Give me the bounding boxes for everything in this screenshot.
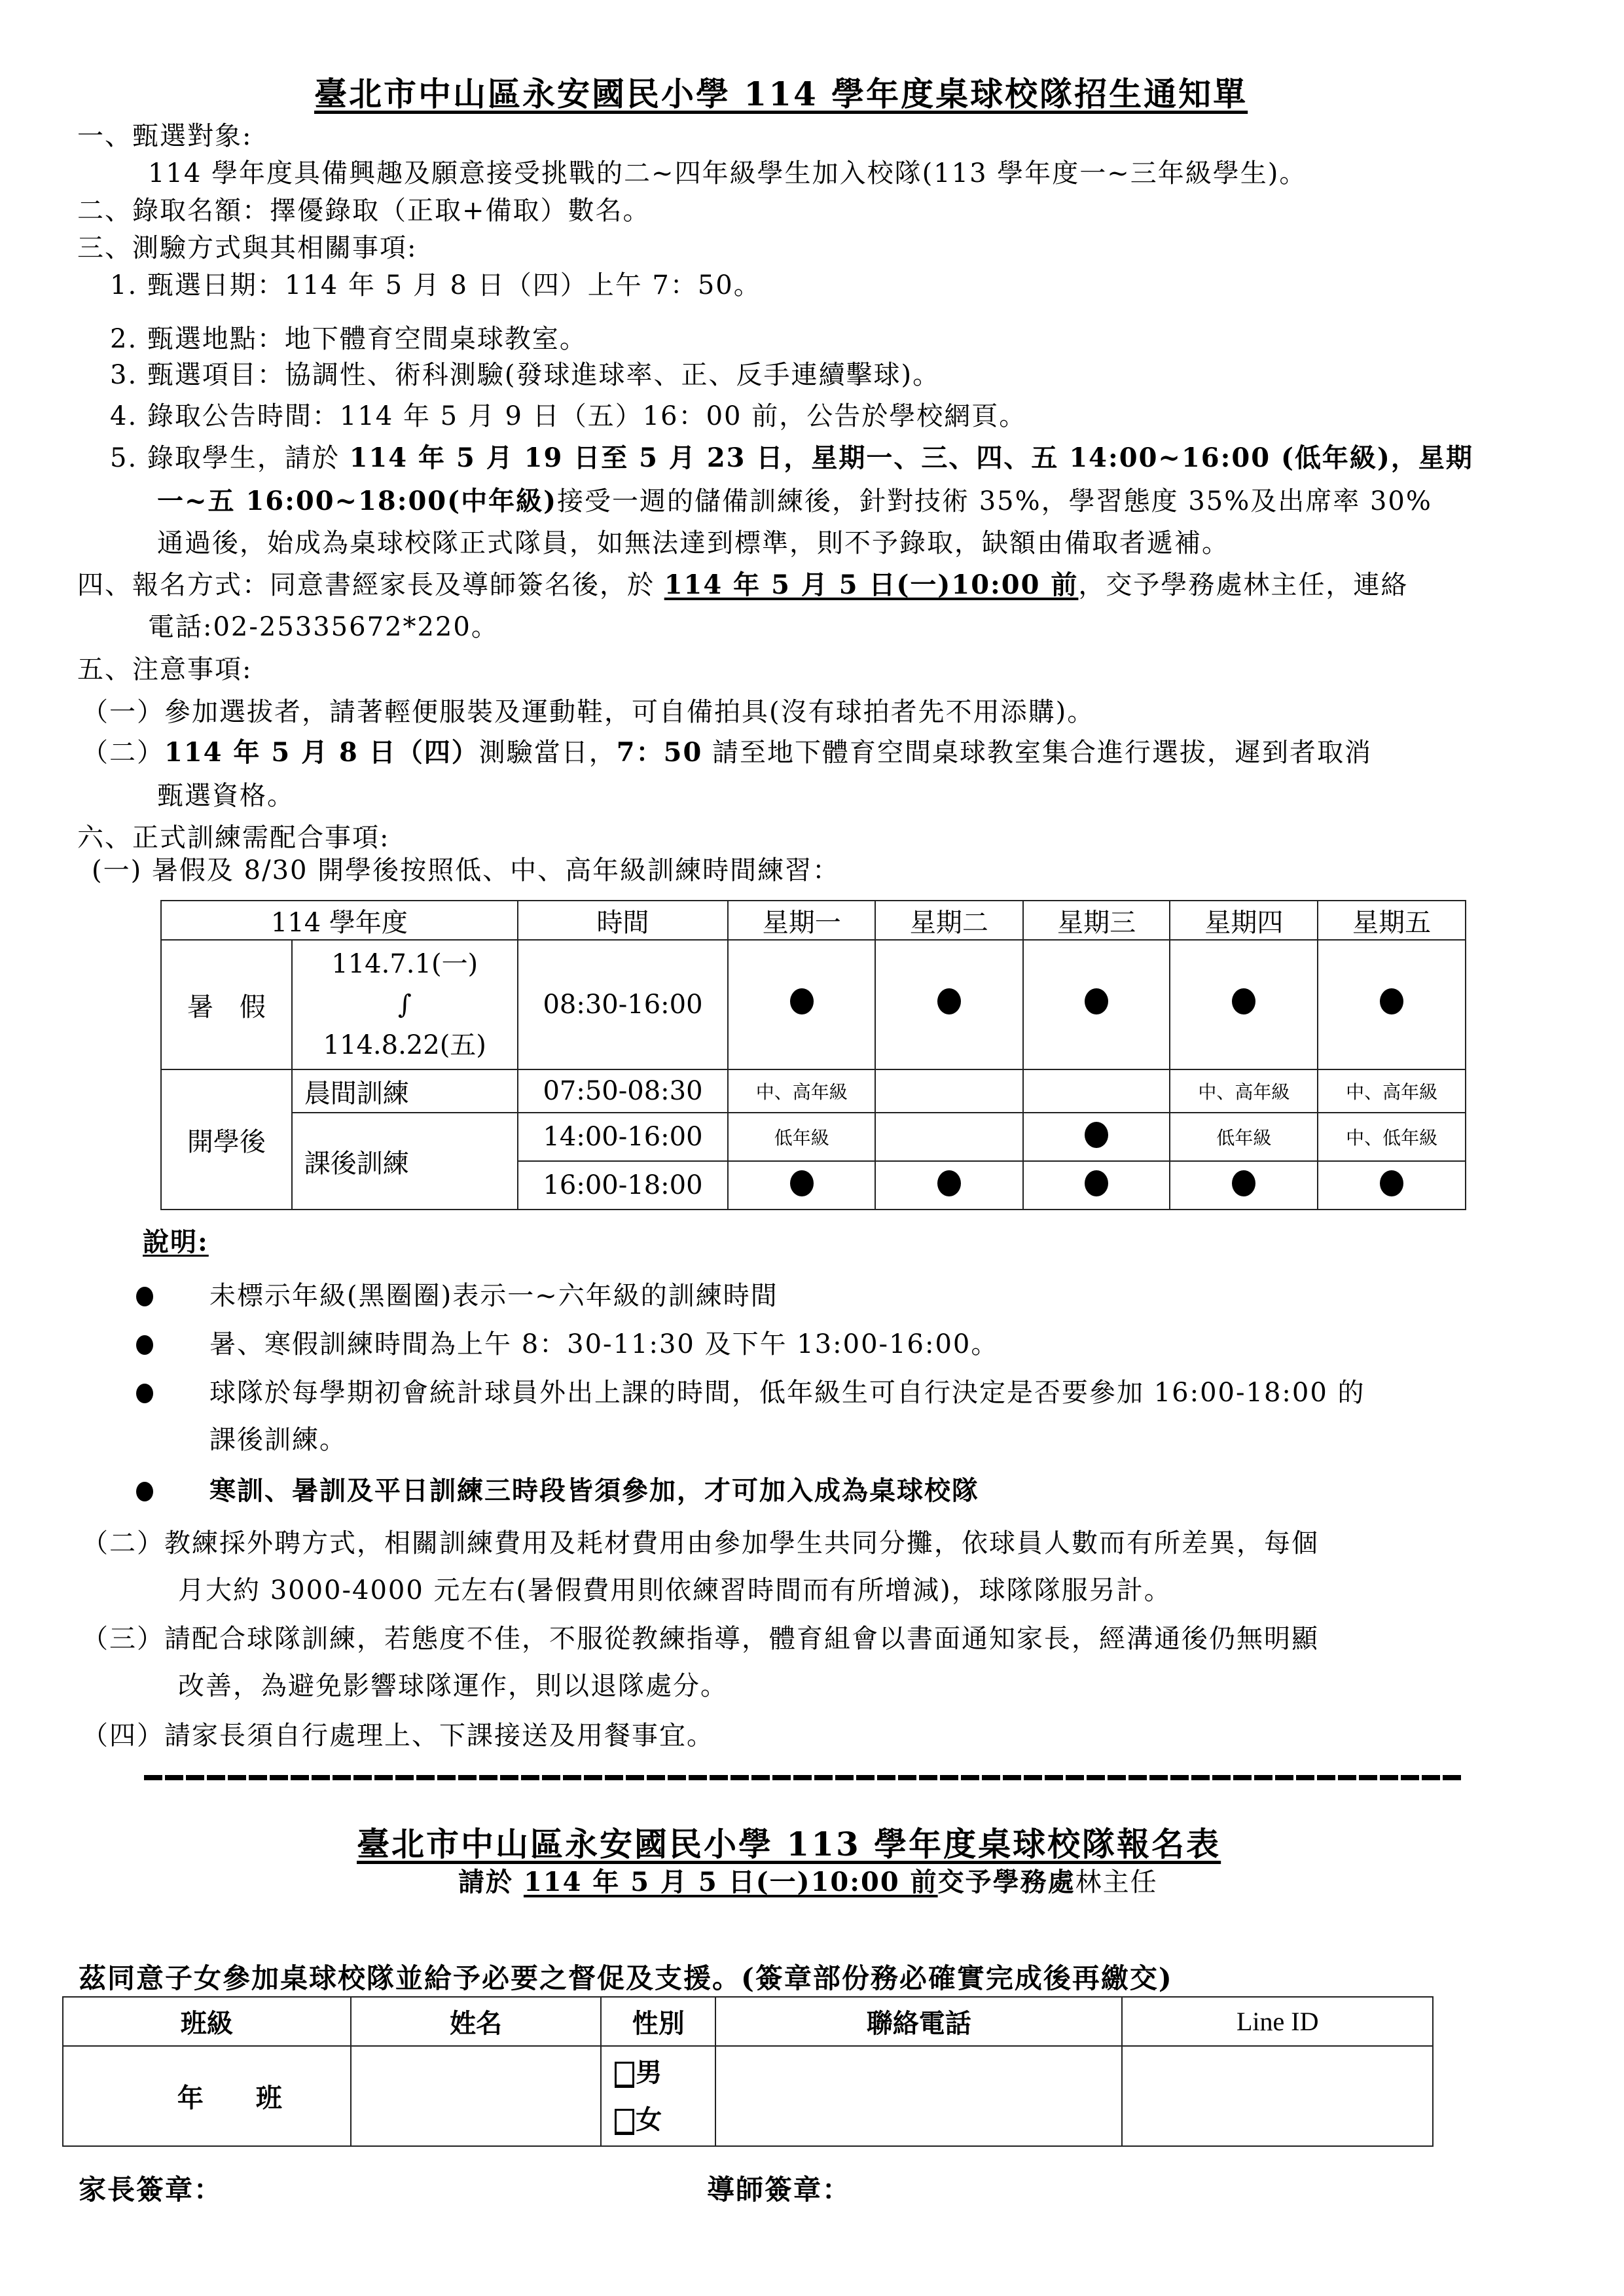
grade-label: 低年級 [774,1127,829,1149]
section-3-item-5-line-3: 通過後，始成為桌球校隊正式隊員，如無法達到標準，則不予錄取，缺額由備取者遞補。 [157,528,1229,558]
summer-cell [875,940,1023,1069]
section-4-suffix: ，交予學務處林主任，連絡 [1078,570,1409,600]
training-dot-icon [1380,1170,1403,1196]
item-5-prefix: 5. 錄取學生，請於 [110,443,350,473]
col-gender: 性別 [601,1997,715,2046]
gender-option-female[interactable] [615,2096,715,2144]
morning-cell [875,1069,1023,1113]
section-1-text: 114 學年度具備興趣及願意接受挑戰的二~四年級學生加入校隊(113 學年度一~三年級學生)。 [148,158,1307,188]
signup-table [62,1996,1434,2147]
morning-cell [1023,1069,1170,1113]
signup-header-row [63,1997,1433,2046]
school-label: 開學後 [161,1069,292,1210]
checkbox-icon[interactable] [615,2109,634,2135]
morning-time: 07:50-08:30 [518,1069,729,1113]
section-6-item-1: (一) 暑假及 8/30 開學後按照低、中、高年級訓練時間練習： [92,855,840,886]
summer-dates [292,940,518,1069]
consent-statement: 茲同意子女參加桌球校隊並給予必要之督促及支援。(簽章部份務必確實完成後再繳交) [79,1962,1173,1994]
section-3-heading: 三、測驗方式與其相關事項: [77,233,418,263]
training-dot-icon [1232,988,1255,1014]
note-item-2: 暑、寒假訓練時間為上午 8：30-11:30 及下午 13:00-16:00。 [209,1329,999,1359]
phone-field[interactable] [715,2046,1122,2146]
section-2-heading: 二、錄取名額：擇優錄取（正取+備取）數名。 [77,196,651,226]
item-3-line-1: （三）請配合球隊訓練，若態度不佳，不服從教練指導，體育組會以書面通知家長，經溝通後仍無明顯 [82,1624,1319,1654]
bullet-icon [136,1335,153,1355]
form-title: 臺北市中山區永安國民小學 113 學年度桌球校隊報名表 [357,1825,1221,1863]
afterschool-cell [1318,1113,1466,1161]
section-3-item-5-line-1 [110,440,1473,476]
afterschool-label: 課後訓練 [292,1113,518,1210]
class-field[interactable]: 年 班 [63,2046,351,2146]
item-4: （四）請家長須自行處理上、下課接送及用餐事宜。 [82,1721,714,1751]
summer-cell [728,940,875,1069]
note-item-4: 寒訓、暑訓及平日訓練三時段皆須參加，才可加入成為桌球校隊 [209,1475,979,1506]
section-5-item-2-line-1 [82,734,1372,771]
col-class: 班級 [63,1997,351,2046]
gender-option-male[interactable] [615,2049,715,2096]
schedule-header-row [161,901,1466,940]
notice-title: 臺北市中山區永安國民小學 114 學年度桌球校隊招生通知單 [314,75,1248,113]
summer-date-end: 114.8.22(五) [323,1030,486,1060]
bullet-icon [136,1482,153,1501]
morning-cell [1170,1069,1318,1113]
section-4-line-1 [77,567,1408,603]
training-schedule-table [160,900,1466,1210]
line-id-field[interactable] [1122,2046,1433,2146]
bullet-icon [136,1384,153,1403]
training-dot-icon [1232,1170,1255,1196]
training-dot-icon [937,1170,961,1196]
summer-date-separator: ∫ [397,990,412,1020]
training-dot-icon [1085,1122,1108,1148]
summer-label: 暑 假 [161,940,292,1069]
afterschool-cell [1170,1113,1318,1161]
section-3-item-5-line-2 [157,483,1432,520]
summer-cell [1023,940,1170,1069]
col-phone: 聯絡電話 [715,1997,1122,2046]
form-subtitle-prefix: 請於 [458,1867,524,1897]
item-2-line-2: 月大約 3000-4000 元左右(暑假費用則依練習時間而有所增減)，球隊隊服另計。 [178,1575,1172,1605]
parent-signature-label: 家長簽章： [79,2174,223,2206]
section-3-item-2: 2. 甄選地點：地下體育空間桌球教室。 [110,324,587,354]
section-3-item-4: 4. 錄取公告時間：114 年 5 月 9 日（五）16：00 前，公告於學校網頁。 [110,401,1027,431]
section-5-item-2-line-2: 甄選資格。 [157,781,295,811]
item-3-line-2: 改善，為避免影響球隊運作，則以退隊處分。 [178,1671,728,1701]
item-2-mid: 測驗當日， [478,738,617,768]
section-4-prefix: 四、報名方式：同意書經家長及導師簽名後，於 [77,570,664,600]
form-subtitle-suffix: 交予學務處 [937,1867,1075,1897]
morning-cell [728,1069,875,1113]
name-field[interactable] [351,2046,602,2146]
header-day: 星期三 [1023,901,1170,940]
item-2-time: 7：50 [616,737,703,768]
section-5-item-1: （一）參加選拔者，請著輕便服裝及運動鞋，可自備拍具(沒有球拍者先不用添購)。 [82,697,1095,727]
header-day: 星期五 [1318,901,1466,940]
header-year: 114 學年度 [161,901,518,940]
afterschool-cell [1023,1113,1170,1161]
header-day: 星期一 [728,901,875,940]
afterschool-cell [1170,1161,1318,1210]
section-4-line-2: 電話:02-25335672*220。 [148,612,499,642]
grade-label: 中、高年級 [1346,1081,1438,1103]
section-1-heading: 一、甄選對象: [77,121,253,151]
morning-label: 晨間訓練 [292,1069,518,1113]
afterschool-cell [1023,1161,1170,1210]
summer-time: 08:30-16:00 [518,940,729,1069]
grade-label: 低年級 [1216,1127,1272,1149]
gender-field [601,2046,715,2146]
header-time: 時間 [518,901,729,940]
note-item-3-cont: 課後訓練。 [209,1425,347,1455]
afterschool-cell [875,1113,1023,1161]
header-day: 星期二 [875,901,1023,940]
form-subtitle-person: 林主任 [1075,1867,1158,1897]
note-item-1: 未標示年級(黑圈圈)表示一~六年級的訓練時間 [209,1281,778,1311]
morning-cell [1318,1069,1466,1113]
grade-label: 中、低年級 [1346,1127,1438,1149]
item-2-date: 114 年 5 月 8 日（四） [164,737,479,768]
training-dot-icon [790,1170,814,1196]
afterschool-time-1: 14:00-16:00 [518,1113,729,1161]
gender-male-label: 男 [636,2056,662,2088]
summer-date-start: 114.7.1(一) [331,949,478,979]
cut-line-divider [144,1775,1463,1780]
afterschool-time-2: 16:00-18:00 [518,1161,729,1210]
gender-female-label: 女 [636,2104,662,2135]
signup-entry-row [63,2046,1433,2146]
notes-heading: 說明: [143,1227,209,1257]
item-5-mid-grade: 一~五 16:00~18:00(中年級) [157,486,557,516]
summer-cell [1170,940,1318,1069]
afterschool-row-1 [161,1113,1466,1161]
training-dot-icon [1380,988,1403,1014]
grade-label: 中、高年級 [1198,1081,1290,1103]
item-5-dates: 114 年 5 月 19 日至 5 月 23 日，星期一、三、四、五 14:00~16:00 (低年級)，星期 [349,442,1473,473]
section-3-item-3: 3. 甄選項目：協調性、術科測驗(發球進球率、正、反手連續擊球)。 [110,360,941,390]
summer-cell [1318,940,1466,1069]
section-4-deadline: 114 年 5 月 5 日(一)10:00 前 [664,569,1079,600]
bullet-icon [136,1287,153,1306]
note-item-3: 球隊於每學期初會統計球員外出上課的時間，低年級生可自行決定是否要參加 16:00-18:00 的 [209,1378,1365,1408]
item-2-line-1: （二）教練採外聘方式，相關訓練費用及耗材費用由參加學生共同分攤，依球員人數而有所差異，每個 [82,1528,1319,1558]
checkbox-icon[interactable] [615,2062,634,2088]
afterschool-cell [728,1161,875,1210]
morning-row [161,1069,1466,1113]
form-subtitle-deadline: 114 年 5 月 5 日(一)10:00 前 [523,1867,938,1897]
afterschool-cell [875,1161,1023,1210]
training-dot-icon [937,988,961,1014]
header-day: 星期四 [1170,901,1318,940]
teacher-signature-label: 導師簽章： [707,2174,852,2206]
grade-label: 中、高年級 [755,1081,848,1103]
section-6-heading: 六、正式訓練需配合事項: [77,823,390,853]
training-dot-icon [1085,1170,1108,1196]
col-name: 姓名 [351,1997,602,2046]
training-dot-icon [1085,988,1108,1014]
col-line-id: Line ID [1122,1997,1433,2046]
item-5-criteria: 接受一週的儲備訓練後，針對技術 35%，學習態度 35%及出席率 30% [557,486,1432,516]
afterschool-cell [728,1113,875,1161]
item-2-prefix: （二） [82,738,164,768]
training-dot-icon [790,988,814,1014]
item-2-rest: 請至地下體育空間桌球教室集合進行選拔，遲到者取消 [702,738,1373,768]
section-5-heading: 五、注意事項: [77,655,253,685]
summer-row [161,940,1466,1069]
section-3-item-1: 1. 甄選日期：114 年 5 月 8 日（四）上午 7：50。 [110,270,761,300]
afterschool-cell [1318,1161,1466,1210]
form-subtitle [458,1864,1158,1901]
